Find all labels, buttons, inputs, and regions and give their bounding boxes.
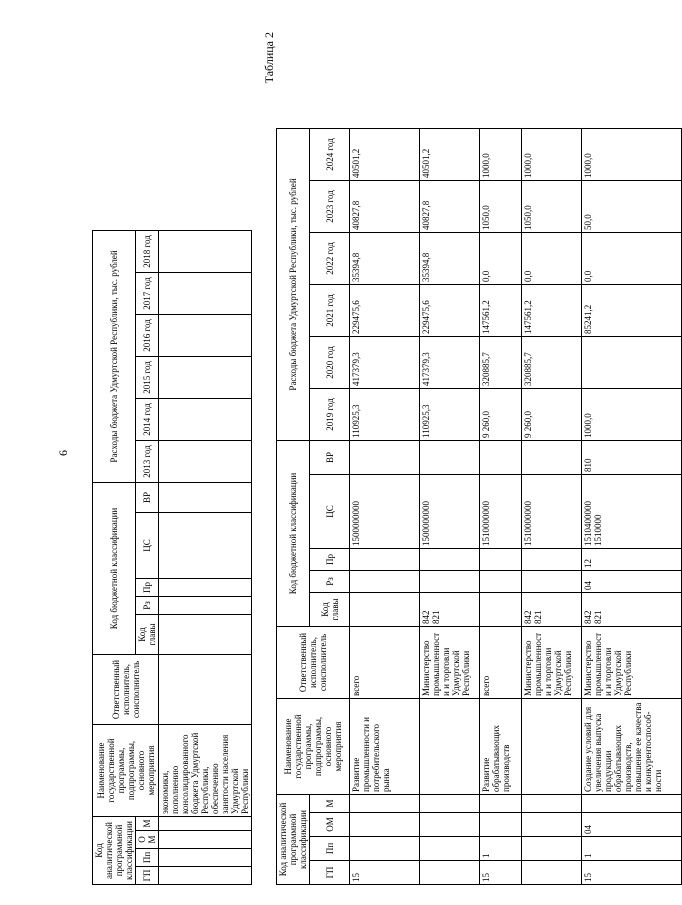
cell-v2020: 417379,3: [420, 336, 480, 388]
t2-year-2022: 2022 год: [310, 232, 350, 284]
cell-kod: [480, 593, 522, 627]
cell-vr: [480, 440, 522, 474]
cell-v2024: 40501,2: [420, 128, 480, 180]
cell-pr: [522, 549, 582, 571]
cell-v2023: 40827,8: [350, 180, 420, 232]
cell-gp: [522, 861, 582, 885]
t2-year-2021: 2021 год: [310, 284, 350, 336]
t2-year-2024: 2024 год: [310, 128, 350, 180]
cell-pp: [420, 837, 480, 861]
cell-v2024: 40501,2: [350, 128, 420, 180]
cell-v2022: 0,0: [582, 232, 682, 284]
cell-kod: 842 821: [420, 593, 480, 627]
t1-year-2018: 2018 год: [136, 230, 159, 272]
table2-block: [262, 30, 663, 885]
cell-name: [420, 699, 480, 795]
cell-rz: [350, 571, 420, 593]
cell-m: [480, 795, 522, 813]
table2: [276, 0, 682, 885]
t2-sub-pr: Пр: [310, 549, 350, 571]
cell-gp: 15: [480, 861, 522, 885]
t2-sub-gp: ГП: [310, 861, 350, 885]
table-row: [420, 0, 480, 885]
table-row: [582, 0, 682, 885]
cell-gp: 15: [582, 861, 682, 885]
table-row: [480, 0, 522, 885]
cell-v2023: 40827,8: [420, 180, 480, 232]
cell-pp: [350, 837, 420, 861]
cell-exec: Министерство промышленности и торговли Удмуртской Республики: [522, 627, 582, 699]
cell-gp: [420, 861, 480, 885]
cell-v2020: [582, 336, 682, 388]
t2-hdr-code: Код аналитической программной классификации: [277, 795, 310, 885]
cell-om: [522, 813, 582, 837]
cell-v2020: 320885,7: [522, 336, 582, 388]
t1-year-2013: 2013 год: [136, 440, 159, 482]
cell-cs: 1510400000 1510000: [582, 475, 682, 549]
cell-v2023: 1050,0: [480, 180, 522, 232]
table1: [92, 0, 252, 885]
t1-year-2015: 2015 год: [136, 356, 159, 398]
t1-sub-om: ОМ: [136, 831, 159, 849]
cell-gp: 15: [350, 861, 420, 885]
t1-sub-pp: Пп: [136, 849, 159, 867]
t2-sub-kod: Код главы: [310, 593, 350, 627]
t1-sub-kod: Код главы: [136, 615, 159, 655]
t2-year-2023: 2023 год: [310, 180, 350, 232]
t1-year-2017: 2017 год: [136, 272, 159, 314]
t2-year-2020: 2020 год: [310, 336, 350, 388]
t2-hdr-name: Наименование государственной программы, подпрограммы, основного мероприятия: [277, 699, 350, 795]
cell-v2019: 110925,3: [420, 388, 480, 440]
cell-pp: 1: [480, 837, 522, 861]
cell-vr: [420, 440, 480, 474]
t1-sub-m: М: [136, 817, 159, 831]
t1-year-2014: 2014 год: [136, 398, 159, 440]
cell-exec: всего: [480, 627, 522, 699]
cell-v2021: 147561,2: [522, 284, 582, 336]
cell-pr: [350, 549, 420, 571]
cell-pr: [480, 549, 522, 571]
cell-pp: 1: [582, 837, 682, 861]
cell-kod: 842 821: [582, 593, 682, 627]
t2-sub-cs: ЦС: [310, 475, 350, 549]
cell-kod: 842 821: [522, 593, 582, 627]
cell-kod: [350, 593, 420, 627]
table-row: [522, 0, 582, 885]
cell-v2024: 1000,0: [480, 128, 522, 180]
cell-rz: 04: [582, 571, 682, 593]
cell-v2020: 320885,7: [480, 336, 522, 388]
cell-exec: Министерство промышленности и торговли Удмуртской Республики: [582, 627, 682, 699]
cell-v2024: 1000,0: [582, 128, 682, 180]
cell-om: [420, 813, 480, 837]
cell-v2019: 9 260,0: [522, 388, 582, 440]
t1-sub-rz: Рз: [136, 597, 159, 615]
cell-cs: 1500000000: [420, 475, 480, 549]
cell-vr: [350, 440, 420, 474]
t2-sub-pp: Пп: [310, 837, 350, 861]
t1-hdr-name: Наименование государственной программы, подпрограммы, основного мероприятия: [93, 725, 159, 817]
cell-name: Развитие промышленности и потребительского рынка: [350, 699, 420, 795]
cell-v2023: 50,0: [582, 180, 682, 232]
t2-sub-rz: Рз: [310, 571, 350, 593]
cell-cs: 1510000000: [480, 475, 522, 549]
cell-v2023: 1050,0: [522, 180, 582, 232]
table1-block: [92, 30, 250, 885]
t2-sub-om: ОМ: [310, 813, 350, 837]
t2-sub-m: М: [310, 795, 350, 813]
t1-sub-gp: ГП: [136, 867, 159, 885]
t1-sub-vr: ВР: [136, 482, 159, 512]
cell-name: Развитие обрабатывающих производств: [480, 699, 522, 795]
cell-m: [522, 795, 582, 813]
cell-m: [582, 795, 682, 813]
cell-v2021: 229475,6: [420, 284, 480, 336]
cell-v2022: 0,0: [522, 232, 582, 284]
cell-v2020: 417379,3: [350, 336, 420, 388]
page-number: 6: [56, 450, 70, 456]
cell-vr: [522, 440, 582, 474]
t1-sub-cs: ЦС: [136, 513, 159, 579]
cell-cs: 1500000000: [350, 475, 420, 549]
t1-row-text: экономики, пополнению консолидированного бюджета Удмуртской Республики, обеспечению занятости населения Удмуртской Республики: [159, 725, 252, 817]
cell-vr: 810: [582, 440, 682, 474]
cell-om: [480, 813, 522, 837]
table2-caption: Таблица 2: [262, 32, 276, 84]
t2-sub-vr: ВР: [310, 440, 350, 474]
t1-hdr-exp: Расходы бюджета Удмуртской Республики, тыс. рублей: [93, 230, 136, 482]
cell-v2022: 35394,8: [420, 232, 480, 284]
t1-hdr-exec: Ответственный исполнитель, соисполнитель: [93, 655, 159, 725]
cell-rz: [522, 571, 582, 593]
t1-year-2016: 2016 год: [136, 314, 159, 356]
cell-rz: [420, 571, 480, 593]
table-row: [350, 0, 420, 885]
cell-v2021: 85241,2: [582, 284, 682, 336]
cell-v2022: 0,0: [480, 232, 522, 284]
cell-m: [420, 795, 480, 813]
cell-rz: [480, 571, 522, 593]
cell-v2019: 110925,3: [350, 388, 420, 440]
cell-v2019: 1000,0: [582, 388, 682, 440]
cell-pr: 12: [582, 549, 682, 571]
cell-pp: [522, 837, 582, 861]
t2-hdr-budget: Код бюджетной классификации: [277, 440, 310, 626]
cell-v2021: 229475,6: [350, 284, 420, 336]
cell-v2024: 1000,0: [522, 128, 582, 180]
cell-v2022: 35394,8: [350, 232, 420, 284]
cell-om: 04: [582, 813, 682, 837]
t1-hdr-code: Код аналитической программной классификации: [93, 817, 136, 885]
cell-exec: всего: [350, 627, 420, 699]
cell-v2019: 9 260,0: [480, 388, 522, 440]
cell-m: [350, 795, 420, 813]
t2-year-2019: 2019 год: [310, 388, 350, 440]
cell-v2021: 147561,2: [480, 284, 522, 336]
cell-name: Создание условий для увеличения выпуска продукции обрабатывающих производств, повышение ее качества и конкурентоспособ-ности: [582, 699, 682, 795]
cell-om: [350, 813, 420, 837]
t2-hdr-exp: Расходы бюджета Удмуртской Республики, тыс. рублей: [277, 128, 310, 440]
cell-exec: Министерство промышленности и торговли Удмуртской Республики: [420, 627, 480, 699]
t2-hdr-exec: Ответственный исполнитель, соисполнитель: [277, 627, 350, 699]
cell-cs: 1510000000: [522, 475, 582, 549]
t1-sub-pr: Пр: [136, 579, 159, 597]
cell-pr: [420, 549, 480, 571]
cell-name: [522, 699, 582, 795]
t1-hdr-budget: Код бюджетной классификации: [93, 482, 136, 654]
